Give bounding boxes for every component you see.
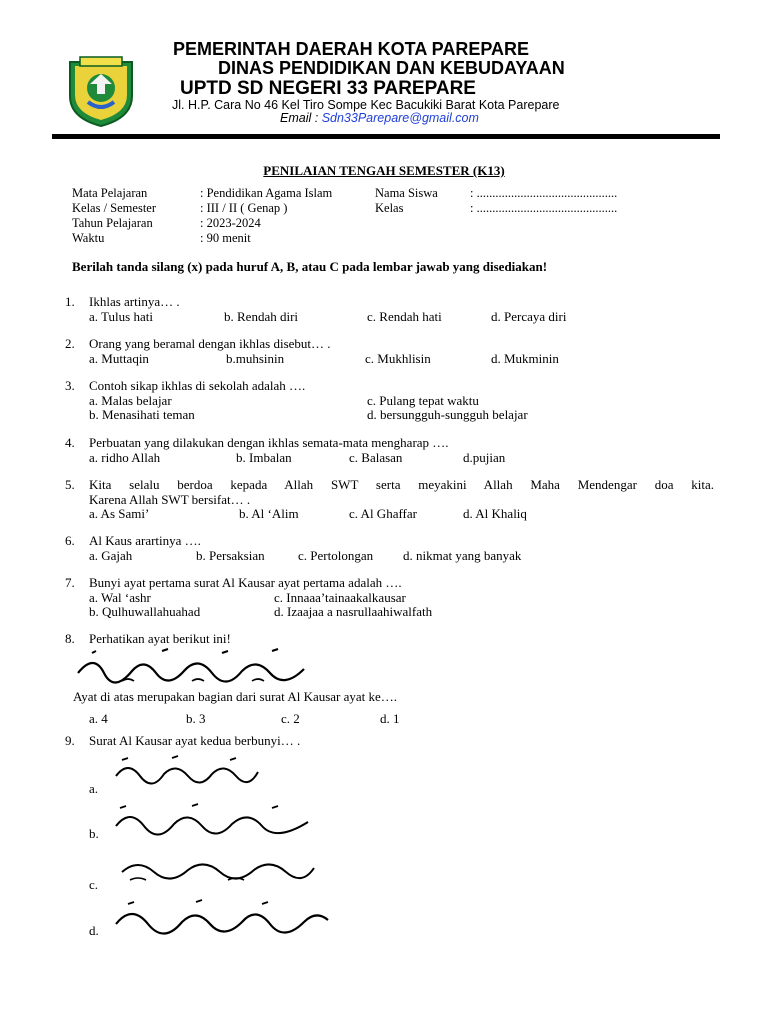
meta-value-mapel: : Pendidikan Agama Islam: [200, 186, 333, 200]
meta-value-kelas-semester: : III / II ( Genap ): [200, 201, 288, 215]
exam-title: PENILAIAN TENGAH SEMESTER (K13): [263, 163, 505, 178]
q4-option-c: c. Balasan: [349, 450, 403, 465]
q7-number: 7.: [65, 575, 75, 590]
q2-option-c: c. Mukhlisin: [365, 351, 431, 366]
q3-text: Contoh sikap ikhlas di sekolah adalah ….: [89, 378, 306, 393]
meta-value-waktu: : 90 menit: [200, 231, 251, 245]
q6-number: 6.: [65, 533, 75, 548]
q4-text: Perbuatan yang dilakukan dengan ikhlas semata-mata mengharap ….: [89, 435, 449, 450]
q9-option-d-arabic-image: [112, 896, 332, 936]
q6-option-d: d. nikmat yang banyak: [403, 548, 522, 563]
q1-option-b: b. Rendah diri: [224, 309, 299, 324]
q6-option-b: b. Persaksian: [196, 548, 265, 563]
q2-text: Orang yang beramal dengan ikhlas disebut… .: [89, 336, 331, 351]
kop-line-2: DINAS PENDIDIKAN DAN KEBUDAYAAN: [218, 58, 565, 78]
q9-option-a-label: a.: [89, 781, 99, 796]
meta-label-nama-siswa: Nama Siswa: [375, 186, 438, 200]
q1-option-c: c. Rendah hati: [367, 309, 442, 324]
q1-number: 1.: [65, 294, 75, 309]
q6-option-a: a. Gajah: [89, 548, 133, 563]
q5-option-b: b. Al ‘Alim: [239, 506, 299, 521]
meta-label-mapel: Mata Pelajaran: [72, 186, 148, 200]
q5-option-d: d. Al Khaliq: [463, 506, 527, 521]
q2-option-b: b.muhsinin: [226, 351, 285, 366]
q3-option-b: b. Menasihati teman: [89, 407, 195, 422]
q9-option-c-arabic-image: [118, 848, 318, 886]
q3-option-d: d. bersungguh-sungguh belajar: [367, 407, 528, 422]
q9-option-b-arabic-image: [112, 800, 312, 838]
q5-number: 5.: [65, 477, 75, 492]
q5-text-line2: Karena Allah SWT bersifat… .: [89, 492, 251, 507]
q9-option-c-label: c.: [89, 877, 99, 892]
q9-text: Surat Al Kausar ayat kedua berbunyi… .: [89, 733, 301, 748]
header-divider: [52, 134, 720, 139]
q9-option-a-arabic-image: [112, 752, 262, 788]
email-link[interactable]: Sdn33Parepare@gmail.com: [321, 111, 479, 125]
q2-option-d: d. Mukminin: [491, 351, 559, 366]
q5-text-line1: Kita selalu berdoa kepada Allah SWT serta meyakini Allah Maha Mendengar doa kita.: [89, 477, 714, 492]
q8-option-c: c. 2: [281, 711, 300, 726]
q7-option-b: b. Qulhuwallahuahad: [89, 604, 201, 619]
q8-option-a: a. 4: [89, 711, 108, 726]
q5-option-a: a. As Sami’: [89, 506, 150, 521]
instruction-text: Berilah tanda silang (x) pada huruf A, B, atau C pada lembar jawab yang disediakan!: [72, 259, 548, 274]
meta-label-tahun: Tahun Pelajaran: [72, 216, 153, 230]
q4-option-a: a. ridho Allah: [89, 450, 161, 465]
meta-label-kelas: Kelas: [375, 201, 404, 215]
q1-option-a: a. Tulus hati: [89, 309, 153, 324]
nama-siswa-field[interactable]: : .............................................: [470, 186, 618, 200]
q8-option-b: b. 3: [186, 711, 206, 726]
meta-label-kelas-semester: Kelas / Semester: [72, 201, 157, 215]
school-email: [280, 111, 479, 125]
q1-text: Ikhlas artinya… .: [89, 294, 180, 309]
q5-option-c: c. Al Ghaffar: [349, 506, 417, 521]
q8-number: 8.: [65, 631, 75, 646]
q3-number: 3.: [65, 378, 75, 393]
meta-value-tahun: : 2023-2024: [200, 216, 261, 230]
email-label: Email :: [280, 111, 322, 125]
q3-option-a: a. Malas belajar: [89, 393, 172, 408]
q7-option-c: c. Innaaa’tainaakalkausar: [274, 590, 406, 605]
q9-option-d-label: d.: [89, 923, 99, 938]
q8-text: Perhatikan ayat berikut ini!: [89, 631, 231, 646]
q8-arabic-verse-image: [72, 645, 312, 685]
q1-option-d: d. Percaya diri: [491, 309, 567, 324]
q9-number: 9.: [65, 733, 75, 748]
q2-number: 2.: [65, 336, 75, 351]
q7-text: Bunyi ayat pertama surat Al Kausar ayat pertama adalah ….: [89, 575, 402, 590]
meta-label-waktu: Waktu: [72, 231, 105, 245]
q8-text-2: Ayat di atas merupakan bagian dari surat Al Kausar ayat ke….: [73, 689, 398, 704]
city-crest-logo-icon: [66, 54, 136, 128]
q3-option-c: c. Pulang tepat waktu: [367, 393, 479, 408]
school-address: Jl. H.P. Cara No 46 Kel Tiro Sompe Kec Bacukiki Barat Kota Parepare: [172, 98, 560, 112]
kop-line-3: UPTD SD NEGERI 33 PAREPARE: [180, 78, 476, 99]
q8-option-d: d. 1: [380, 711, 400, 726]
q7-option-d: d. Izaajaa a nasrullaahiwalfath: [274, 604, 433, 619]
q2-option-a: a. Muttaqin: [89, 351, 149, 366]
q4-option-b: b. Imbalan: [236, 450, 292, 465]
q6-option-c: c. Pertolongan: [298, 548, 374, 563]
q9-option-b-label: b.: [89, 826, 99, 841]
kop-line-1: PEMERINTAH DAERAH KOTA PAREPARE: [173, 39, 530, 59]
q6-text: Al Kaus arartinya ….: [89, 533, 201, 548]
q4-number: 4.: [65, 435, 75, 450]
q4-option-d: d.pujian: [463, 450, 506, 465]
q7-option-a: a. Wal ‘ashr: [89, 590, 151, 605]
kelas-field[interactable]: : .............................................: [470, 201, 618, 215]
